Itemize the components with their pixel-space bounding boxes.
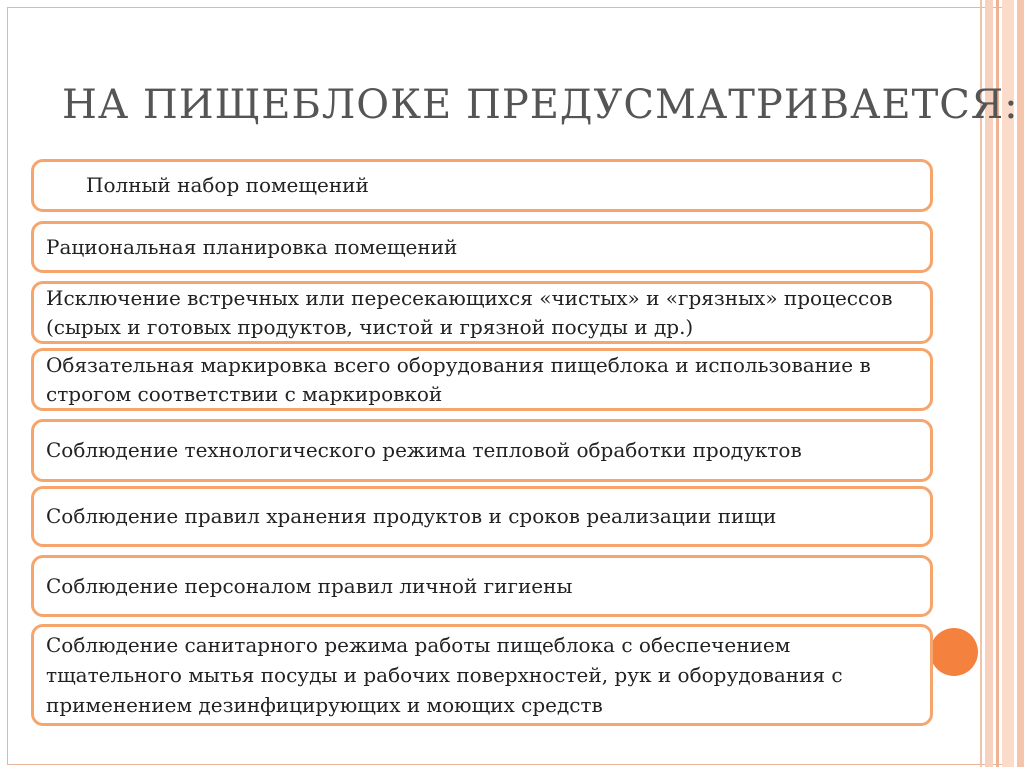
list-item-text: Обязательная маркировка всего оборудования пищеблока и использование в строгом соответствии с маркировкой: [46, 352, 871, 406]
list-item-text: Полный набор помещений: [86, 173, 369, 197]
list-item: [31, 348, 933, 411]
list-item: [31, 555, 933, 617]
list-item: [31, 281, 933, 344]
list-item-text: Соблюдение персоналом правил личной гигиены: [46, 573, 573, 598]
list-item: [31, 486, 933, 547]
slide-title: НА ПИЩЕБЛОКЕ ПРЕДУСМАТРИВАЕТСЯ:: [62, 82, 1019, 128]
list-item: [31, 221, 933, 273]
list-item: [31, 419, 933, 482]
list-item-text: Соблюдение правил хранения продуктов и сроков реализации пищи: [46, 504, 777, 528]
list-item-text: Рациональная планировка помещений: [46, 234, 458, 259]
list-item: [31, 159, 933, 212]
list-item-text: Соблюдение санитарного режима работы пищеблока с обеспечением тщательного мытья посуды и рабочих поверхностей, рук и оборудования с применением дезинфицирующих и моющих средств: [46, 633, 843, 717]
list-item-text: Соблюдение технологического режима тепловой обработки продуктов: [46, 438, 802, 462]
list-item: [31, 624, 933, 726]
accent-circle: [930, 628, 978, 676]
list-item-text: Исключение встречных или пересекающихся «чистых» и «грязных» процессов (сырых и готовых продуктов, чистой и грязной посуды и др.): [46, 285, 893, 339]
